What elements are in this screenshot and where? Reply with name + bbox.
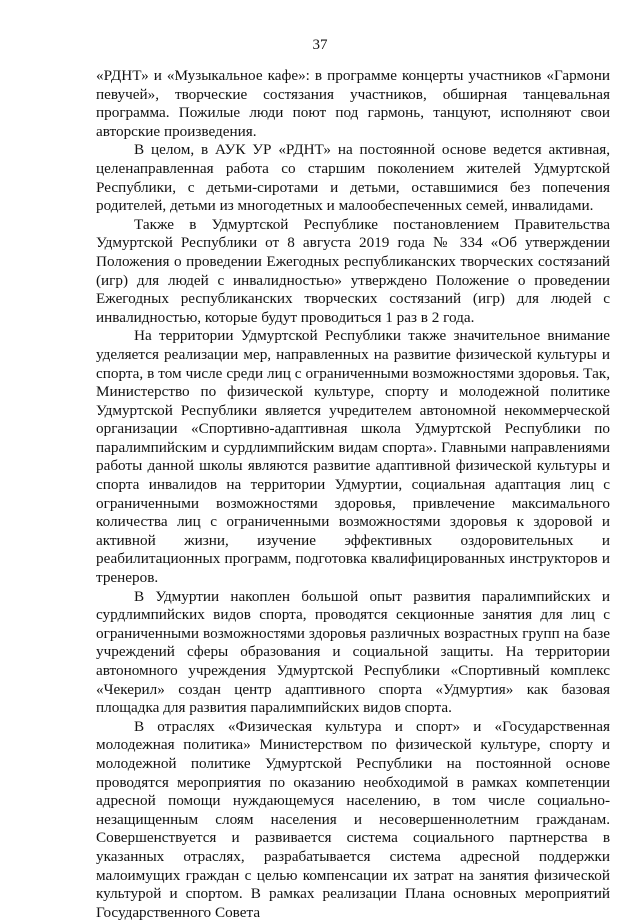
document-body xyxy=(96,67,610,922)
paragraph-1: «РДНТ» и «Музыкальное кафе»: в программе концерты участников «Гармони певучей», творческие состязания участников, обширная танцевальная программа. Пожилые люди поют под гармонь, танцуют, исполняют свои авторские произведения. xyxy=(96,67,610,140)
paragraph-3: Также в Удмуртской Республике постановлением Правительства Удмуртской Республики от 8 августа 2019 года № 334 «Об утверждении Положения о проведении Ежегодных республиканских творческих состязаний (игр) для людей с инвалидностью» утверждено Положение о проведении Ежегодных республиканских творческих состязаний (игр) для людей с инвалидностью, которые будут проводиться 1 раз в 2 года. xyxy=(96,215,610,326)
paragraph-2: В целом, в АУК УР «РДНТ» на постоянной основе ведется активная, целенаправленная работа со старшим поколением жителей Удмуртской Республики, с детьми-сиротами и детьми, оставшимися без попечения родителей, детьми из многодетных и малообеспеченных семей, инвалидами. xyxy=(96,141,610,215)
paragraph-4: На территории Удмуртской Республики также значительное внимание уделяется реализации мер, направленных на развитие физической культуры и спорта, в том числе среди лиц с ограниченными возможностями здоровья. Так, Министерство по физической культуре, спорту и молодежной политике Удмуртской Республики является учредителем автономной некоммерческой организации «Спортивно-адаптивная школа Удмуртской Республики по паралимпийским и сурдлимпийским видам спорта». Главными направлениями работы данной школы являются развитие адаптивной физической культуры и спорта инвалидов на территории Удмуртии, социальная адаптация лиц с ограниченными возможностями здоровья, привлечение максимального количества лиц с ограниченными возможностями здоровья к здоровой и активной жизни, изучение эффективных оздоровительных и реабилитационных программ, подготовка квалифицированных инструкторов и тренеров. xyxy=(96,327,610,587)
page-number: 37 xyxy=(312,37,328,53)
paragraph-5: В Удмуртии накоплен большой опыт развития паралимпийских и сурдлимпийских видов спорта, проводятся секционные занятия для лиц с ограниченными возможностями здоровья различных возрастных групп на базе учреждений сферы образования и социальной защиты. На территории автономного учреждения Удмуртской Республики «Спортивный комплекс «Чекерил» создан центр адаптивного спорта «Удмуртия» как базовая площадка для развития паралимпийских видов спорта. xyxy=(96,587,610,717)
paragraph-6: В отраслях «Физическая культура и спорт» и «Государственная молодежная политика» Министерством по физической культуре, спорту и молодежной политике Удмуртской Республики на постоянной основе проводятся мероприятия по оказанию необходимой в рамках компетенции адресной помощи нуждающемуся населению, в том числе социально-незащищенным слоям населения и несовершеннолетним гражданам. Совершенствуется и развивается система социального партнерства в указанных отраслях, разрабатывается система адресной поддержки малоимущих граждан с целью компенсации их затрат на занятия физической культурой и спортом. В рамках реализации Плана основных мероприятий Государственного Совета xyxy=(96,717,610,921)
